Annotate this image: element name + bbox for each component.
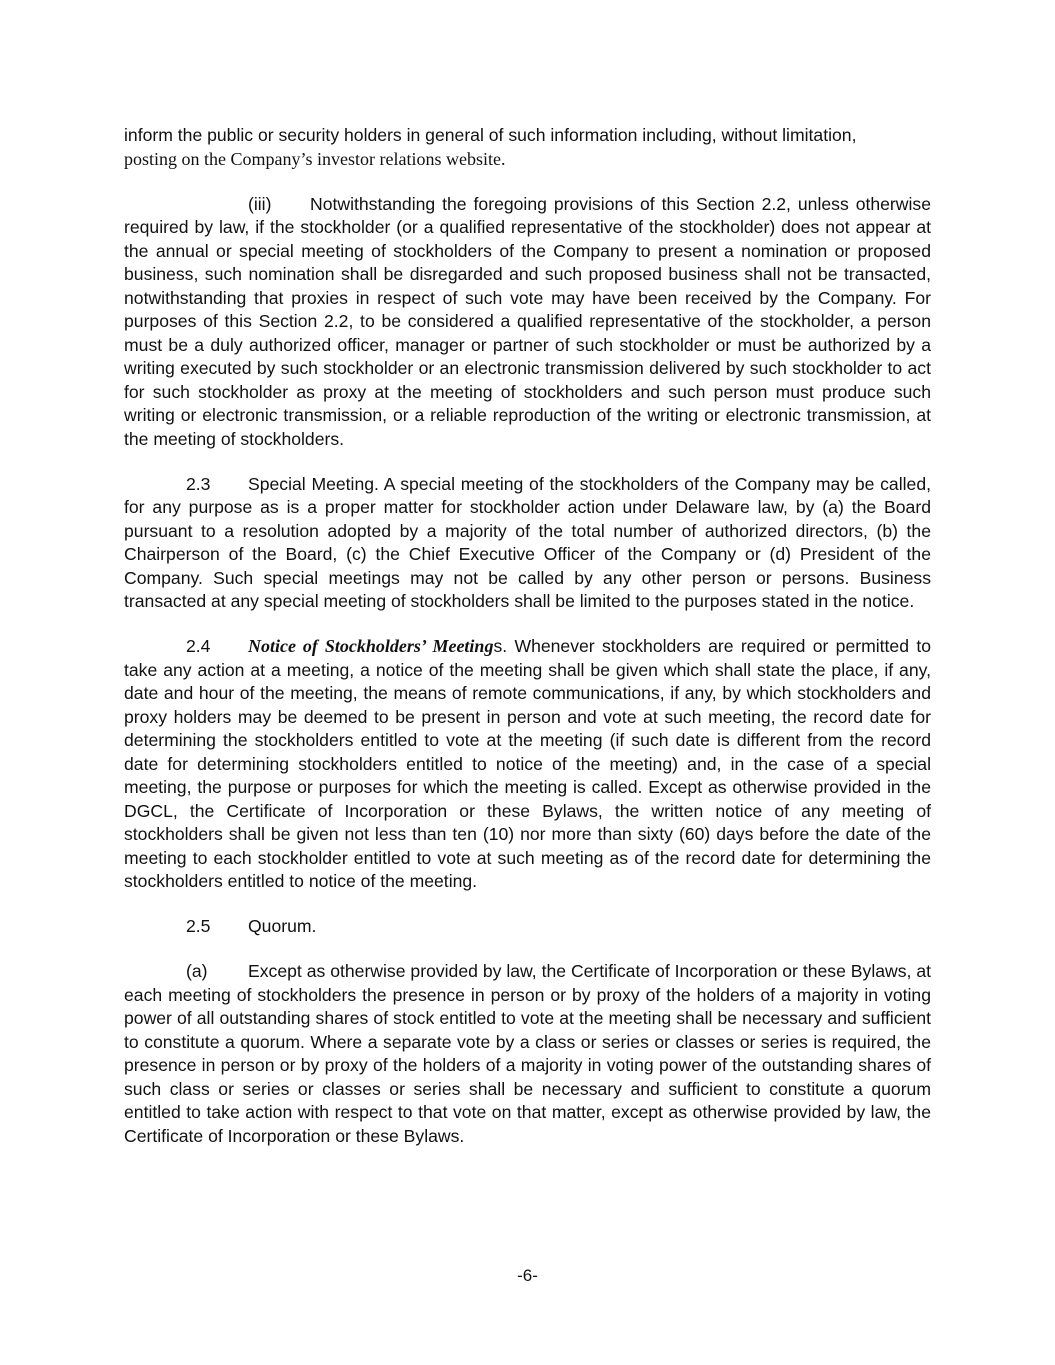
section-iii-label: (iii)	[248, 193, 272, 214]
section-2-5-a-label: (a)	[186, 961, 208, 981]
section-2-3-text: Special Meeting. A special meeting of the stockholders of the Company may be called, for any purpose as is a proper matter for stockholder action under Delaware law, by (a) the Board pursuant to a resolution adopted by a majority of the total number of authorized directors, (b) the Chairperson of the Board, (c) the Chief Executive Officer of the Company or (d) President of the Company. Such special meetings may not be called by any other person or persons. Business transacted at any special meeting of stockholders shall be limited to the purposes stated in the notice.	[124, 473, 931, 611]
intro-line-2: posting on the Company’s investor relations website.	[124, 148, 506, 169]
section-2-5-heading: Quorum.	[248, 916, 317, 936]
section-iii-paragraph	[124, 193, 931, 452]
intro-paragraph	[124, 124, 931, 171]
document-page	[124, 124, 931, 1170]
intro-line-1: inform the public or security holders in general of such information including, without limitation,	[124, 125, 857, 145]
section-2-5-number: 2.5	[186, 916, 211, 936]
page-number: -6-	[517, 1266, 538, 1285]
section-2-5-a-paragraph	[124, 960, 931, 1148]
section-iii-text: Notwithstanding the foregoing provisions of this Section 2.2, unless otherwise required by law, if the stockholder (or a qualified representative of the stockholder) does not appear at the annual or special meeting of stockholders of the Company to present a nomination or proposed business, such nomination shall be disregarded and such proposed business shall not be transacted, notwithstanding that proxies in respect of such vote may have been received by the Company. For purposes of this Section 2.2, to be considered a qualified representative of the stockholder, a person must be a duly authorized officer, manager or partner of such stockholder or must be authorized by a writing executed by such stockholder or an electronic transmission delivered by such stockholder to act for such stockholder as proxy at the meeting of stockholders and such person must produce such writing or electronic transmission, or a reliable reproduction of the writing or electronic transmission, at the meeting of stockholders.	[124, 193, 931, 449]
section-2-4-paragraph	[124, 635, 931, 894]
section-2-4-heading-suffix: s.	[493, 636, 508, 656]
section-2-5-a-text: Except as otherwise provided by law, the Certificate of Incorporation or these Bylaws, at each meeting of stockholders the presence in person or by proxy of the holders of a majority in voting power of all outstanding shares of stock entitled to vote at the meeting shall be necessary and sufficient to constitute a quorum. Where a separate vote by a class or series or classes or series is required, the presence in person or by proxy of the holders of a majority in voting power of the outstanding shares of such class or series or classes or series shall be necessary and sufficient to constitute a quorum entitled to take action with respect to that vote on that matter, except as otherwise provided by law, the Certificate of Incorporation or these Bylaws.	[124, 961, 931, 1146]
section-2-4-text: Whenever stockholders are required or permitted to take any action at a meeting, a notice of the meeting shall be given which shall state the place, if any, date and hour of the meeting, the means of remote communications, if any, by which stockholders and proxy holders may be deemed to be present in person and vote at such meeting, the record date for determining the stockholders entitled to vote at the meeting (if such date is different from the record date for determining stockholders entitled to notice of the meeting) and, in the case of a special meeting, the purpose or purposes for which the meeting is called. Except as otherwise provided in the DGCL, the Certificate of Incorporation or these Bylaws, the written notice of any meeting of stockholders shall be given not less than ten (10) nor more than sixty (60) days before the date of the meeting to each stockholder entitled to vote at such meeting as of the record date for determining the stockholders entitled to notice of the meeting.	[124, 636, 931, 891]
section-2-4-number: 2.4	[186, 636, 211, 656]
section-2-4-heading: Notice of Stockholders’ Meeting	[248, 636, 494, 656]
section-2-3-number: 2.3	[186, 473, 211, 494]
section-2-3-paragraph	[124, 473, 931, 614]
section-2-5-heading-paragraph	[124, 915, 931, 939]
